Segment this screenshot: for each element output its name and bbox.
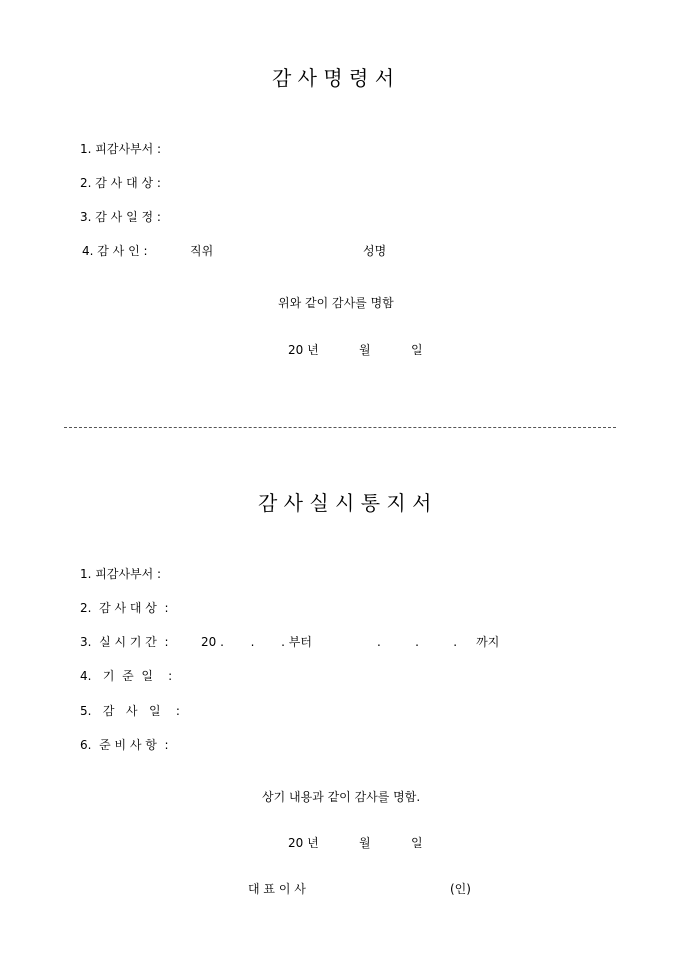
notice-date-day: 일 [411, 836, 423, 850]
notice-title: 감 사 실 시 통 지 서 [258, 491, 432, 515]
notice-statement: 상기 내용과 같이 감사를 명함. [262, 790, 421, 804]
cut-line-divider [64, 427, 616, 428]
notice-row-period: 3. 실 시 기 간 : [80, 635, 169, 649]
order-row-auditor: 4. 감 사 인 : [82, 244, 148, 258]
order-statement: 위와 같이 감사를 명함 [278, 296, 394, 310]
notice-signer: 대 표 이 사 [248, 882, 306, 896]
order-row-target: 2. 감 사 대 상 : [80, 176, 161, 190]
notice-row-target: 2. 감 사 대 상 : [80, 601, 169, 615]
order-title: 감 사 명 령 서 [272, 66, 395, 90]
order-row-department: 1. 피감사부서 : [80, 142, 162, 156]
notice-row-department: 1. 피감사부서 : [80, 567, 162, 581]
order-row-schedule: 3. 감 사 일 정 : [80, 210, 161, 224]
order-name-label: 성명 [363, 244, 387, 258]
notice-period-end: . . . 까지 [377, 635, 500, 649]
notice-row-audit-date: 5. 감 사 일 : [80, 704, 180, 718]
order-rank-label: 직위 [190, 244, 214, 258]
order-date-day: 일 [411, 343, 423, 357]
order-date-year: 20 년 [288, 343, 319, 357]
order-date-month: 월 [359, 343, 371, 357]
notice-date-month: 월 [359, 836, 371, 850]
notice-date-year: 20 년 [288, 836, 319, 850]
notice-row-preparation: 6. 준 비 사 항 : [80, 738, 169, 752]
notice-row-base-date: 4. 기 준 일 : [80, 669, 173, 683]
notice-seal: (인) [450, 882, 471, 896]
notice-period-start: 20 . . . 부터 [201, 635, 312, 649]
